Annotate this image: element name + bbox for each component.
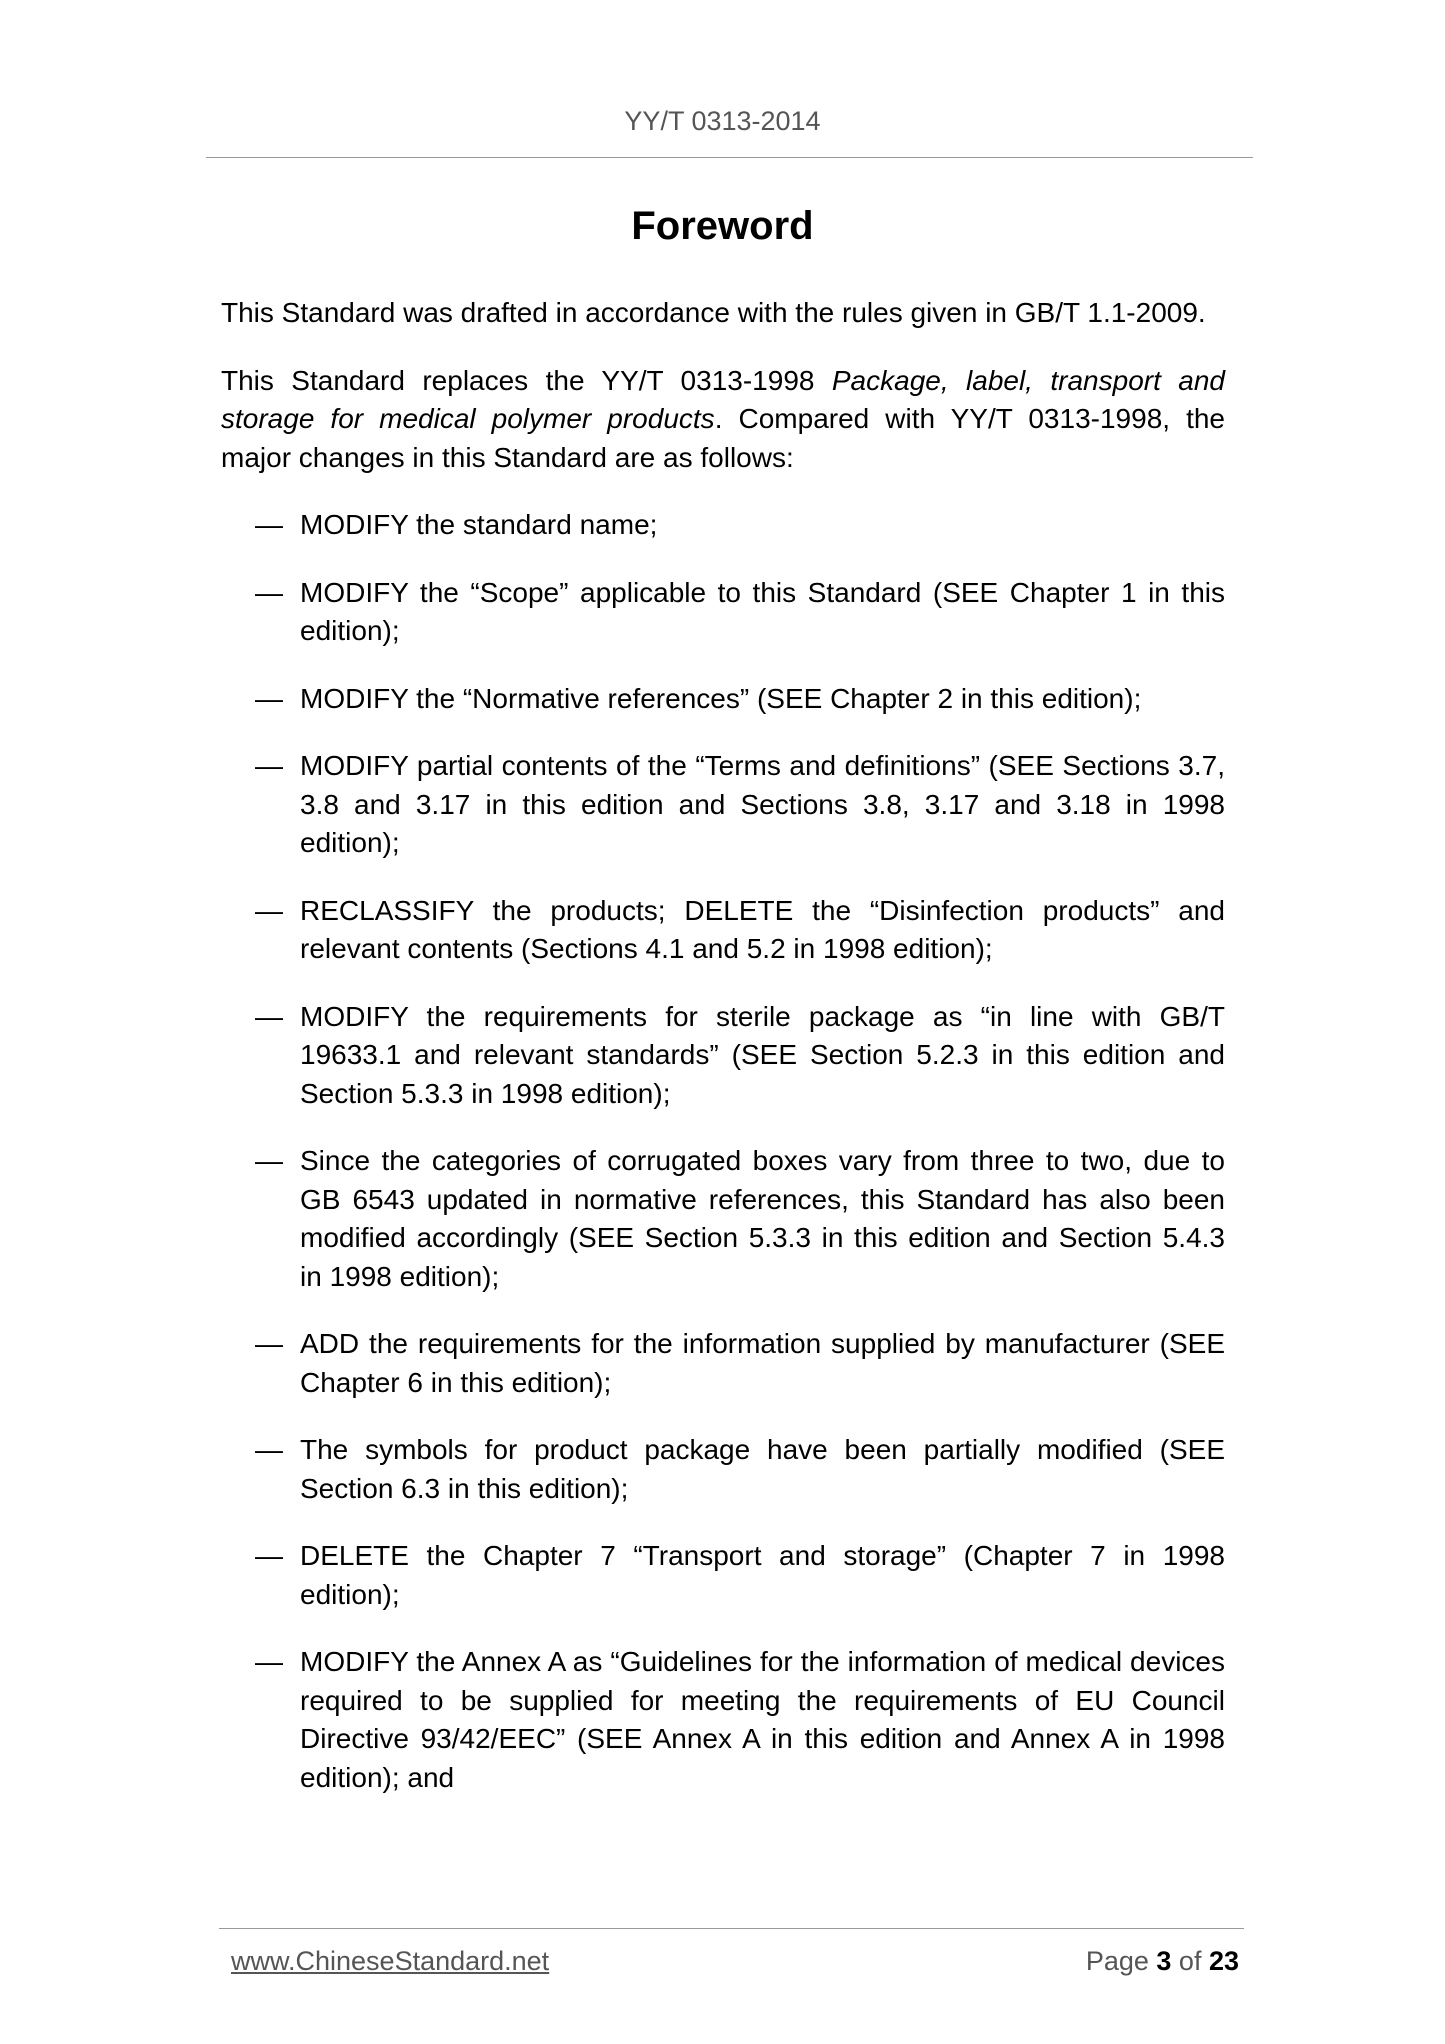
replaced-standard-title: Package, label, transport and storage for medical polymer products <box>221 364 1225 434</box>
list-item-text: MODIFY the Annex A as “Guidelines for the information of medical devices required to be supplied for meeting the requirements of EU Council Directive 93/42/EEC” (SEE Annex A in this edition and Annex A in 1998 edition); and <box>300 1646 1225 1793</box>
list-item <box>221 1431 1225 1508</box>
dash-bullet: — <box>255 1434 283 1465</box>
list-item-text: MODIFY the standard name; <box>300 509 658 540</box>
page-prefix: Page <box>1085 1946 1157 1976</box>
paragraph-drafting-rules: This Standard was drafted in accordance with the rules given in GB/T 1.1-2009. <box>221 297 1206 328</box>
list-item <box>221 1537 1225 1614</box>
replacement-text-lead: This Standard replaces the YY/T 0313-1998 <box>221 364 832 396</box>
list-item <box>221 1325 1225 1402</box>
footer-divider <box>219 1928 1244 1929</box>
dash-bullet: — <box>255 682 283 714</box>
dash-bullet: — <box>255 509 283 540</box>
dash-bullet: — <box>255 1328 283 1359</box>
list-item <box>221 1142 1225 1296</box>
list-item-text: The symbols for product package have been partially modified (SEE Section 6.3 in this edition); <box>300 1434 1225 1504</box>
dash-bullet: — <box>255 576 283 608</box>
dash-bullet: — <box>255 1540 283 1571</box>
foreword-body <box>221 294 1225 1826</box>
list-item <box>221 574 1225 651</box>
page-title: Foreword <box>631 204 814 248</box>
website-link[interactable]: www.ChineseStandard.net <box>231 1946 550 1976</box>
page-total: 23 <box>1208 1946 1239 1976</box>
dash-bullet: — <box>255 1646 283 1677</box>
list-item <box>221 506 1225 545</box>
changes-list <box>221 506 1225 1797</box>
list-item-text: MODIFY the requirements for sterile package as “in line with GB/T 19633.1 and relevant standards” (SEE Section 5.2.3 in this edition and Section 5.3.3 in 1998 edition); <box>300 1000 1225 1109</box>
dash-bullet: — <box>255 894 283 926</box>
page-current: 3 <box>1156 1946 1172 1976</box>
list-item <box>221 680 1225 719</box>
document-code: YY/T 0313-2014 <box>624 106 821 136</box>
replacement-text-tail: . Compared with YY/T 0313-1998, the major changes in this Standard are as follows: <box>221 403 1225 473</box>
dash-bullet: — <box>255 1000 283 1032</box>
page-indicator <box>1086 1946 1239 1977</box>
list-item-text: MODIFY the “Normative references” (SEE Chapter 2 in this edition); <box>300 682 1142 714</box>
list-item-text: DELETE the Chapter 7 “Transport and storage” (Chapter 7 in 1998 edition); <box>300 1540 1225 1610</box>
list-item-text: MODIFY partial contents of the “Terms and definitions” (SEE Sections 3.7, 3.8 and 3.17 in this edition and Sections 3.8, 3.17 and 3.18 in 1998 edition); <box>300 750 1225 858</box>
dash-bullet: — <box>255 1145 283 1176</box>
list-item-text: MODIFY the “Scope” applicable to this Standard (SEE Chapter 1 in this edition); <box>300 576 1225 646</box>
header-divider <box>206 157 1253 158</box>
list-item-text: Since the categories of corrugated boxes vary from three to two, due to GB 6543 updated in normative references, this Standard has also been modified accordingly (SEE Section 5.3.3 in this edition and Section 5.4.3 in 1998 edition); <box>300 1145 1225 1292</box>
paragraph-replacement <box>221 362 1225 478</box>
list-item-text: ADD the requirements for the information supplied by manufacturer (SEE Chapter 6 in this edition); <box>300 1328 1225 1398</box>
page-mid: of <box>1171 1946 1209 1976</box>
list-item <box>221 998 1225 1114</box>
list-item <box>221 747 1225 863</box>
list-item <box>221 1643 1225 1797</box>
dash-bullet: — <box>255 750 283 781</box>
list-item <box>221 892 1225 969</box>
list-item-text: RECLASSIFY the products; DELETE the “Disinfection products” and relevant contents (Sections 4.1 and 5.2 in 1998 edition); <box>300 894 1225 964</box>
